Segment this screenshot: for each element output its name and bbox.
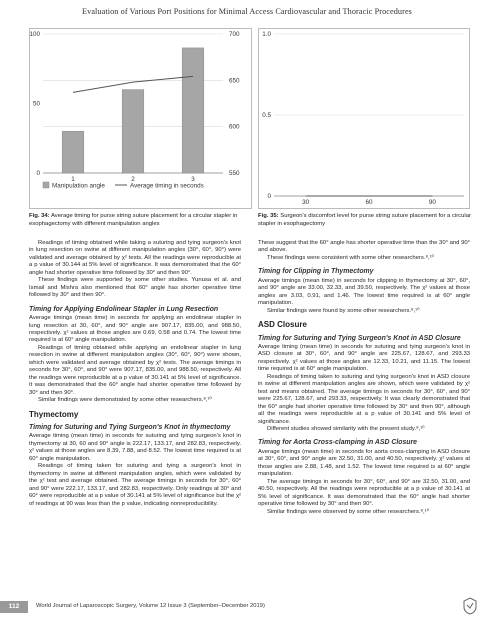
fig35-caption xyxy=(258,213,473,228)
fig35-x-tick: 90 xyxy=(428,199,436,206)
fig34-right-tick: 650 xyxy=(229,77,240,85)
fig34-right-tick: 700 xyxy=(229,31,240,38)
left-subheading: Timing for Applying Endolinear Stapler in Lung Resection xyxy=(29,305,219,313)
right-paragraph: These suggest that the 60° angle has shorter operative time than the 30° and 90° and above. xyxy=(258,240,470,254)
fig34-right-tick: 600 xyxy=(229,123,240,131)
page-footer xyxy=(0,601,494,613)
right-paragraph: Different studies showed similarity with the present study.⁸,¹⁰ xyxy=(267,425,425,432)
left-paragraph: Similar findings were demonstrated by some other researchers.⁸,¹⁰ xyxy=(38,397,212,404)
publisher-logo-icon xyxy=(462,597,478,615)
fig34-bar xyxy=(182,48,204,173)
fig35-caption-text: Surgeon's discomfort level for purse string suture placement for a circular stapler in esophagectomy xyxy=(258,213,471,227)
fig35-x-tick: 60 xyxy=(365,199,373,206)
fig34-left-tick: 50 xyxy=(32,100,40,108)
fig34-bar xyxy=(122,90,144,173)
right-column xyxy=(258,240,470,516)
fig34-left-tick: 0 xyxy=(36,170,40,177)
fig34-x-tick: 2 xyxy=(131,176,135,183)
fig34-x-tick: 3 xyxy=(191,176,195,183)
fig35-y-tick: 0.5 xyxy=(262,112,271,119)
fig34-bar xyxy=(62,131,84,173)
fig34-right-tick: 550 xyxy=(229,170,240,177)
right-subheading: Timing for Clipping in Thymectomy xyxy=(258,268,374,276)
left-paragraph: Average timings (mean time) in seconds for applying an endolinear stapler in lung resection at 30, 60°, and 90° angle are 907.17, 835.00, and 988.50, respectively. χ² values at those angles are 0.69, 0.58 and 0.74. The lowest time required is at 60° angle manipulation. xyxy=(29,315,241,344)
left-section-heading: Thymectomy xyxy=(29,409,79,419)
right-paragraph: The average timings in seconds for 30°, 60°, and 90° are 32.50, 31.00, and 40.50, respectively. All the readings were reproducible at a p value of 30.141 at 5% level of significance. It was demonstrated that the 60° angle had shorter operative time followed by 30° and then 90°. xyxy=(258,478,470,508)
fig34-caption xyxy=(29,213,251,228)
right-paragraph: Average timing (mean time) in seconds for suturing and tying surgeon's knot in ASD closure at 30°, 60°, and 90° angle are 225.67, 128.67, and 293.33 respectively. χ² values at those angles are 12.33, 10.21, and 11.15. The lowest time required is at 60° angle manipulation. xyxy=(258,343,470,373)
fig34-caption-text: Average timing for purse string suture placement for a circular stapler in esophagectomy with different manipulation angles xyxy=(29,213,238,227)
fig35-y-tick: 0 xyxy=(267,193,271,200)
right-paragraph: These findings were consistent with some other researchers.⁸,¹⁰ xyxy=(267,254,434,261)
right-paragraph: Average timings (mean time) in seconds for clipping in thymectomy at 30°, 60°, and 90° angle are 33.00, 32.33, and 39.50, respectively. The χ² values at those angles are 3.03, 0.91, and 1.46. The lowest time required is at 60° angle manipulation. xyxy=(258,277,470,307)
running-header: Evaluation of Various Port Positions for Minimal Access Cardiovascular and Thoracic Procedures xyxy=(82,7,412,16)
fig34-caption-label: Fig. 34: xyxy=(29,213,50,219)
right-subheading: Timing for Suturing and Tying Surgeon's Knot in ASD Closure xyxy=(258,334,461,342)
right-paragraph: Average timings (mean time) in seconds for aorta cross-clamping in ASD closure at 30°, 60°, and 90° angle are 32.50, 31.00, and 40.50, respectively. χ² values at those angles are 2.88, 1.48, and 1.52. The lowest time required is at 60° angle manipulation. xyxy=(258,448,470,478)
fig34-left-tick: 100 xyxy=(29,31,40,38)
journal-citation: World Journal of Laparoscopic Surgery, Volume 12 Issue 3 (September–December 2019) xyxy=(36,603,265,609)
left-column xyxy=(29,240,241,508)
left-paragraph: Readings of timing obtained while applying an endolinear stapler in lung resection in swine at different manipulation angles (30°, 60°, 90°) were shown, which were validated and average obtained by χ² tests. The average timings in seconds for 30°, 60°, and 90° were 907.17, 835.00, and 988.50, respectively. All the readings were reproducible at a p value of 30.141 at 5% level of significance. It was demonstrated that the 60° angle had shorter operative time followed by 30° and then 90°. xyxy=(29,344,241,396)
fig35-chart xyxy=(258,28,470,210)
right-paragraph: Similar findings were found by some other researchers.⁸,¹⁰ xyxy=(267,307,420,314)
page-number: 112 xyxy=(0,601,28,613)
fig34-x-tick: 1 xyxy=(71,176,75,183)
fig35-caption-label: Fig. 35: xyxy=(258,213,279,219)
fig34-legend-label: Average timing in seconds xyxy=(130,182,204,190)
fig35-y-tick: 1.0 xyxy=(262,31,271,38)
left-subheading: Timing for Suturing and Tying Surgeon's Knot in thymectomy xyxy=(29,423,231,431)
right-paragraph: Readings of timing taken to suturing and tying surgeon's knot in ASD closure in swine at different manipulation angles are shown, which were validated by χ² test and means obtained. The average timings in seconds for 30°, 60°, and 90° were 225.67, 128.67, and 293.33, respectively. It was clearly demonstrated that the 60° angle had shorter operative time followed by 30° and then 90°, although all the readings were reproducible at a p value of 30.141 and 5% level of significance. xyxy=(258,373,470,425)
left-paragraph: Readings of timing taken for suturing and tying a surgeon's knot in thymectomy in swine at different manipulation angles, which were validated by the χ² test and average obtained. The average timings in seconds for 30°, 60° and 90° were 222.17, 133.17, and 282.83, respectively. Only readings at 30° and 60° were reproducible at a p value of 30.141 at 5% level of significance but the χ² of readings at 90 was less than the p value, indicating nonreproducibility. xyxy=(29,463,241,507)
left-paragraph: These findings were supported by some other studies. Yunusa et al. and Ismail and Mishra also mentioned that 60° angle has shorter operative time followed by 30° and then 90°. xyxy=(29,277,241,299)
right-subheading: Timing for Aorta Cross-clamping in ASD Closure xyxy=(258,439,418,447)
fig35-x-tick: 30 xyxy=(302,199,310,206)
left-paragraph: Readings of timing obtained while taking a suturing and tying surgeon's knot in lung resection on swine at different manipulation angles (30°, 60°, 90°) were validated and average obtained by χ² tests. All the readings were reproducible at a p value of 30.144 at 5% level of significance. It was demonstrated that the 60° angle had shorter operative time followed by 30° and then 90°. xyxy=(29,240,241,276)
right-paragraph: Similar findings were observed by some other researchers.⁸,¹⁰ xyxy=(267,508,429,515)
left-paragraph: Average timing (mean time) in seconds for suturing and tying surgeon's knot in thymectomy at 30, 60 and 90° angle is 222.17, 133.17, and 282.83, respectively. χ² values at those angles are 8.39, 7.88, and 8.52. The lowest time required is at 60° angle manipulation. xyxy=(29,433,241,462)
right-section-heading: ASD Closure xyxy=(258,320,307,330)
fig34-chart xyxy=(29,28,253,210)
fig35-frame xyxy=(259,29,470,209)
fig34-legend-label: Manipulation angle xyxy=(52,182,105,190)
fig34-legend-swatch xyxy=(43,182,49,188)
